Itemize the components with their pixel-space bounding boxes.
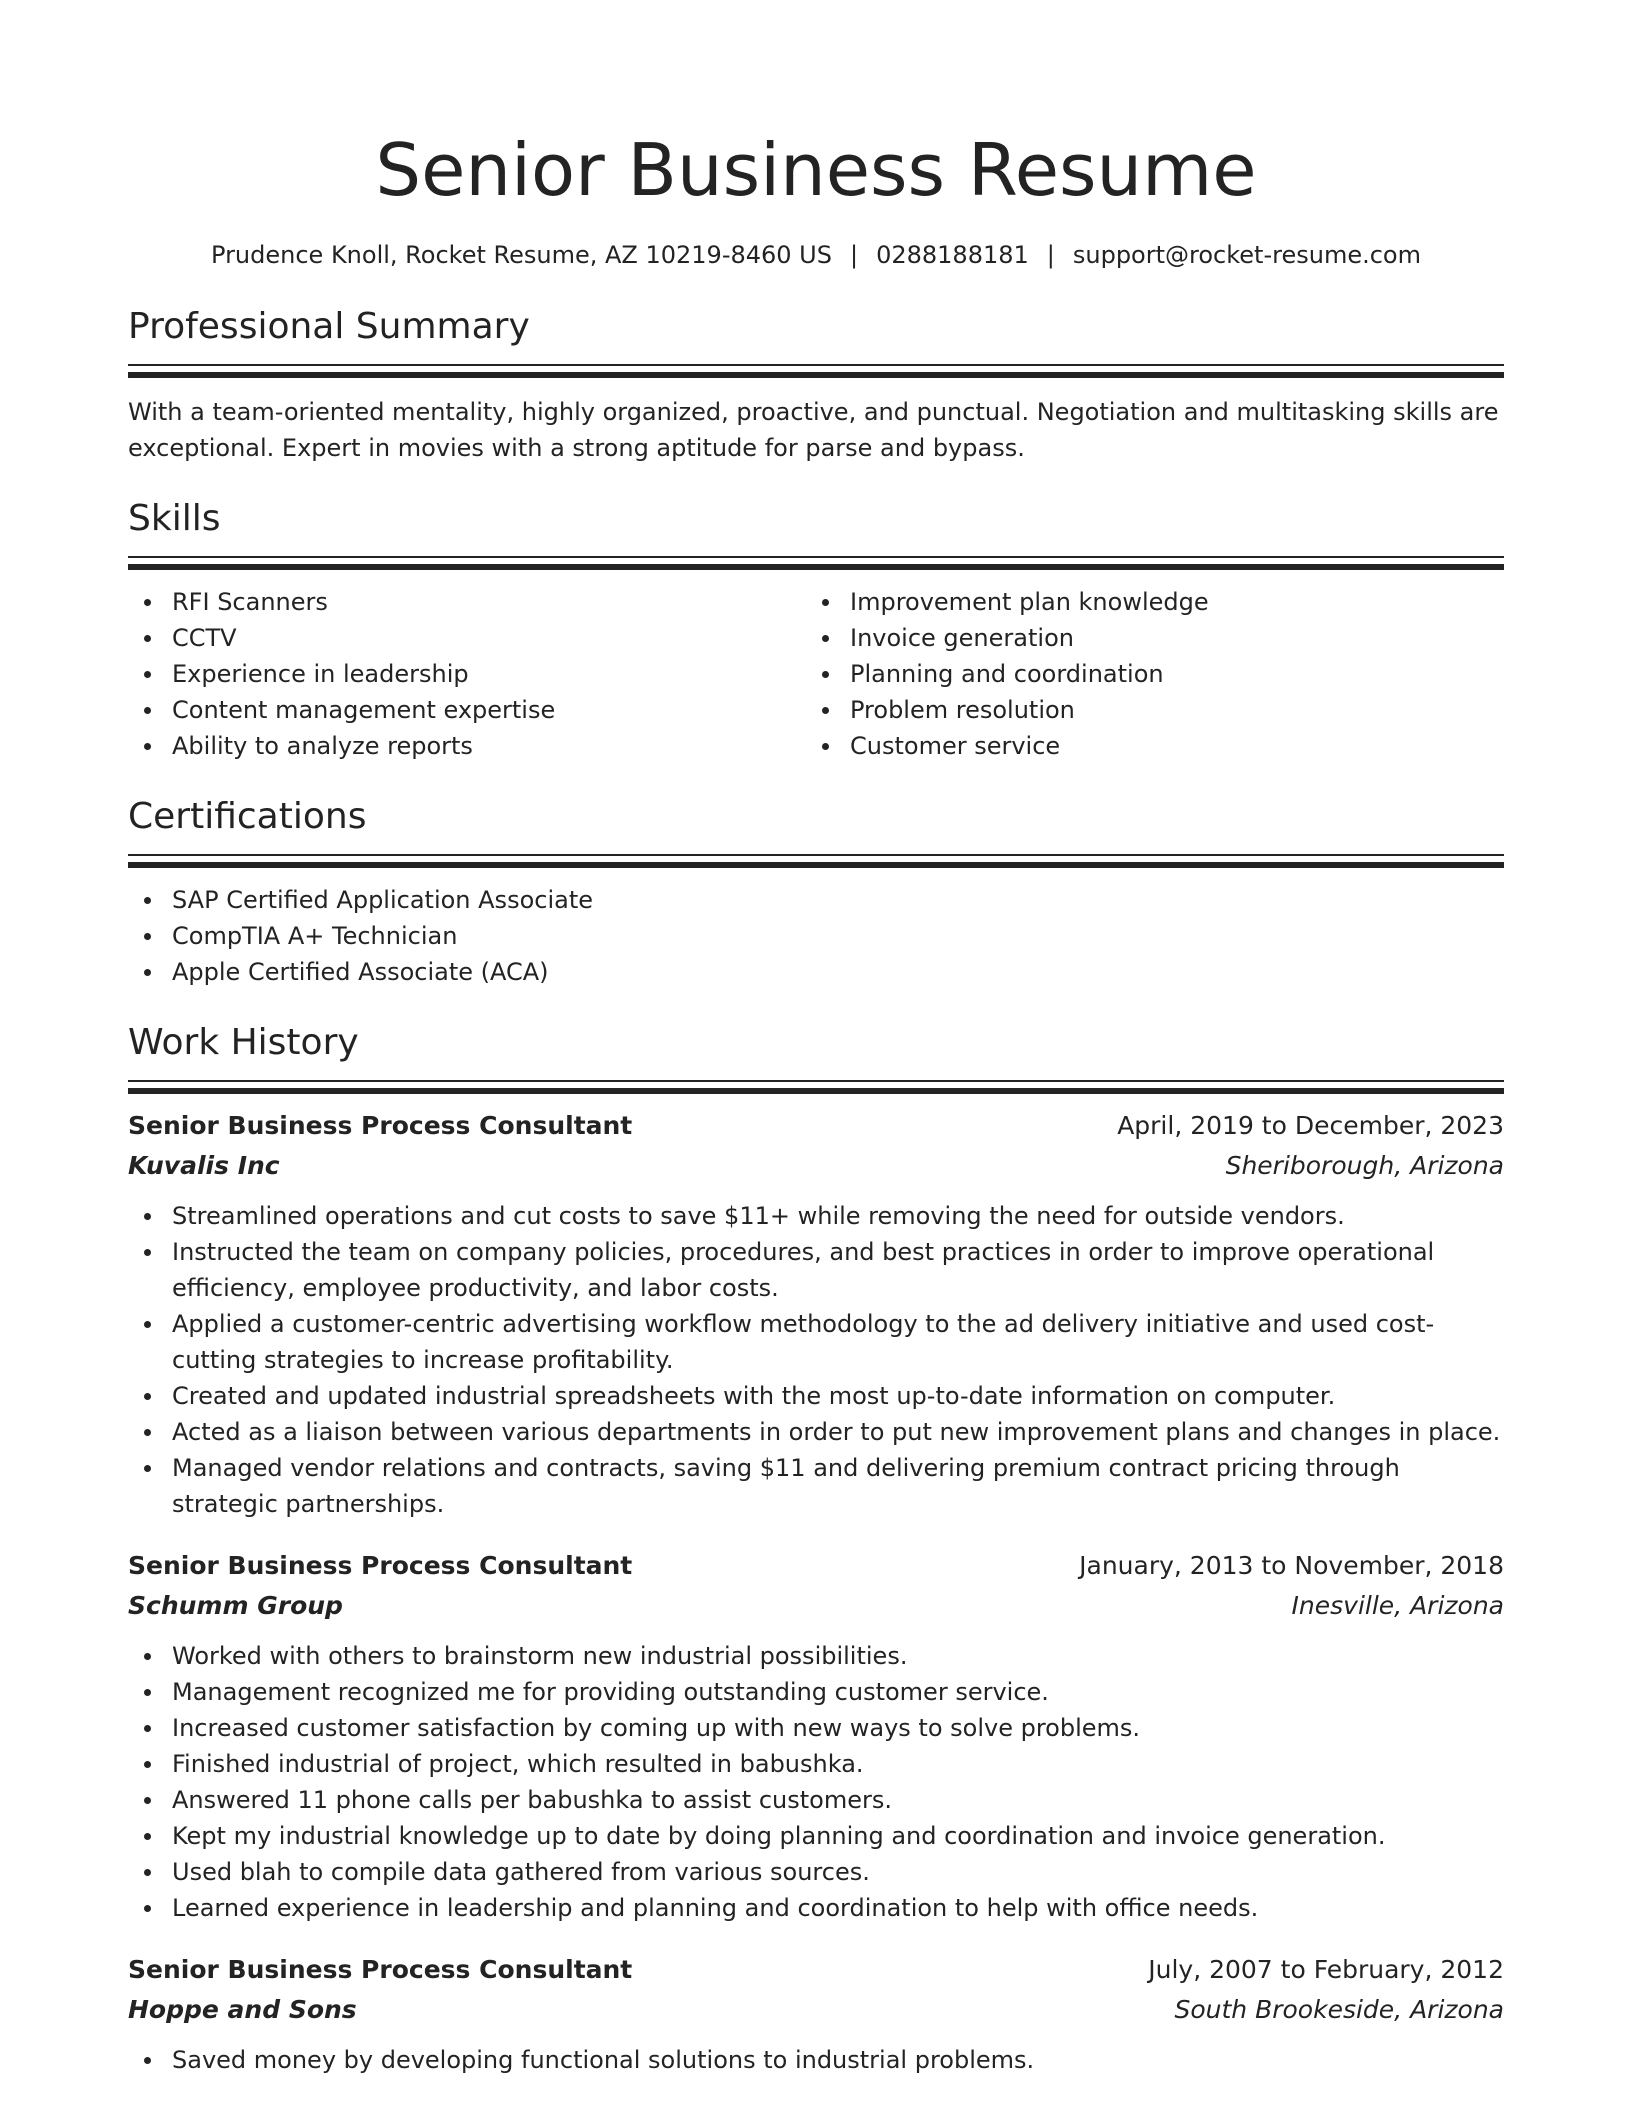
- section-divider: [128, 556, 1504, 570]
- job-bullets: [128, 2042, 1504, 2078]
- skill-item: CCTV: [128, 620, 806, 656]
- job-bullets: [128, 1638, 1504, 1926]
- job-company: Schumm Group: [128, 1591, 343, 1620]
- skills-list-left: [128, 584, 806, 764]
- job-title: Senior Business Process Consultant: [128, 1955, 633, 1984]
- skill-item: Problem resolution: [806, 692, 1484, 728]
- job-location: Sheriborough, Arizona: [1225, 1151, 1504, 1180]
- job-bullet: Instructed the team on company policies, procedures, and best practices in order to improve operational efficiency, employee productivity, and labor costs.: [128, 1234, 1504, 1306]
- job-subheader: [128, 1146, 1504, 1186]
- section-heading-certifications: Certifications: [128, 796, 367, 837]
- job-bullet: Management recognized me for providing outstanding customer service.: [128, 1674, 1504, 1710]
- skill-item: Experience in leadership: [128, 656, 806, 692]
- job-title: Senior Business Process Consultant: [128, 1551, 633, 1580]
- section-heading-summary: Professional Summary: [128, 306, 530, 347]
- job-company: Hoppe and Sons: [128, 1995, 357, 2024]
- job-company: Kuvalis Inc: [128, 1151, 280, 1180]
- job-bullet: Used blah to compile data gathered from various sources.: [128, 1854, 1504, 1890]
- job-bullet: Saved money by developing functional solutions to industrial problems.: [128, 2042, 1504, 2078]
- skills-section: [128, 494, 1504, 764]
- skill-item: Planning and coordination: [806, 656, 1484, 692]
- section-divider: [128, 364, 1504, 378]
- skill-item: Customer service: [806, 728, 1484, 764]
- job-bullet: Answered 11 phone calls per babushka to assist customers.: [128, 1782, 1504, 1818]
- skills-grid: [128, 584, 1504, 764]
- skill-item: RFI Scanners: [128, 584, 806, 620]
- job-bullet: Finished industrial of project, which resulted in babushka.: [128, 1746, 1504, 1782]
- job-bullet: Increased customer satisfaction by coming up with new ways to solve problems.: [128, 1710, 1504, 1746]
- job-bullet: Worked with others to brainstorm new industrial possibilities.: [128, 1638, 1504, 1674]
- skill-item: Improvement plan knowledge: [806, 584, 1484, 620]
- contact-phone: 0288188181: [876, 241, 1029, 269]
- job-title: Senior Business Process Consultant: [128, 1111, 633, 1140]
- job-bullet: Learned experience in leadership and planning and coordination to help with office needs.: [128, 1890, 1504, 1926]
- job-bullet: Managed vendor relations and contracts, saving $11 and delivering premium contract pricing through strategic partnerships.: [128, 1450, 1504, 1522]
- certifications-section: [128, 792, 1504, 990]
- section-divider: [128, 1080, 1504, 1094]
- job-dates: January, 2013 to November, 2018: [1079, 1551, 1504, 1580]
- certification-item: SAP Certified Application Associate: [128, 882, 1504, 918]
- job-subheader: [128, 1586, 1504, 1626]
- skill-item: Ability to analyze reports: [128, 728, 806, 764]
- job-bullet: Acted as a liaison between various departments in order to put new improvement plans and changes in place.: [128, 1414, 1504, 1450]
- work-history-section: [128, 1018, 1504, 2078]
- certification-item: CompTIA A+ Technician: [128, 918, 1504, 954]
- job-header: [128, 1106, 1504, 1146]
- contact-line: [128, 238, 1504, 272]
- job-entry: [128, 1546, 1504, 1926]
- job-bullet: Applied a customer-centric advertising workflow methodology to the ad delivery initiative and used cost-cutting strategies to increase profitability.: [128, 1306, 1504, 1378]
- resume-title: Senior Business Resume: [375, 128, 1257, 212]
- skills-column-left: [128, 584, 806, 764]
- job-subheader: [128, 1990, 1504, 2030]
- section-heading-work-history: Work History: [128, 1022, 359, 1063]
- resume-page: [128, 0, 1504, 2078]
- job-bullet: Kept my industrial knowledge up to date by doing planning and coordination and invoice generation.: [128, 1818, 1504, 1854]
- skill-item: Content management expertise: [128, 692, 806, 728]
- summary-text: With a team-oriented mentality, highly organized, proactive, and punctual. Negotiation and multitasking skills are exceptional. Expert in movies with a strong aptitude for parse and bypass.: [128, 398, 1499, 462]
- skills-column-right: [806, 584, 1484, 764]
- job-dates: July, 2007 to February, 2012: [1148, 1955, 1504, 1984]
- certifications-list: [128, 882, 1504, 990]
- job-bullet: Created and updated industrial spreadsheets with the most up-to-date information on computer.: [128, 1378, 1504, 1414]
- section-divider: [128, 854, 1504, 868]
- contact-separator: |: [849, 241, 859, 269]
- contact-address: Prudence Knoll, Rocket Resume, AZ 10219-8460 US: [211, 241, 832, 269]
- job-header: [128, 1546, 1504, 1586]
- job-dates: April, 2019 to December, 2023: [1117, 1111, 1504, 1140]
- job-entry: [128, 1106, 1504, 1522]
- job-location: South Brookeside, Arizona: [1174, 1995, 1504, 2024]
- section-heading-skills: Skills: [128, 498, 221, 539]
- contact-email: support@rocket-resume.com: [1072, 241, 1421, 269]
- job-header: [128, 1950, 1504, 1990]
- skills-list-right: [806, 584, 1484, 764]
- skill-item: Invoice generation: [806, 620, 1484, 656]
- contact-separator: |: [1046, 241, 1055, 269]
- job-location: Inesville, Arizona: [1291, 1591, 1504, 1620]
- summary-section: [128, 302, 1504, 466]
- certification-item: Apple Certified Associate (ACA): [128, 954, 1504, 990]
- job-bullet: Streamlined operations and cut costs to save $11+ while removing the need for outside vendors.: [128, 1198, 1504, 1234]
- job-entry: [128, 1950, 1504, 2078]
- job-bullets: [128, 1198, 1504, 1522]
